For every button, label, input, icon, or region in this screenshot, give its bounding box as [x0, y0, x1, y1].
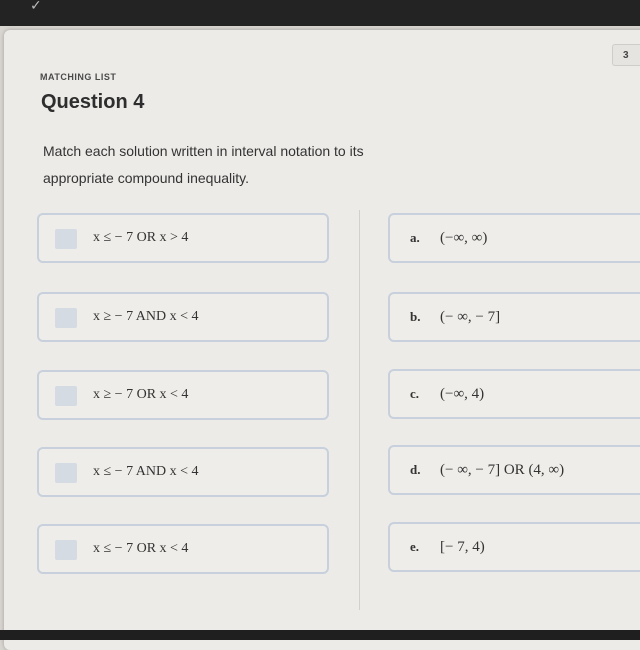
section-label: MATCHING LIST — [40, 72, 117, 82]
interval-text: (− ∞, − 7] OR (4, ∞) — [440, 462, 565, 478]
interval-text: (− ∞, − 7] — [440, 309, 501, 325]
matching-item-3[interactable] — [37, 370, 329, 420]
answer-slot-d[interactable] — [388, 445, 640, 495]
interval-text: (−∞, 4) — [440, 386, 485, 402]
answer-letter: e. — [410, 539, 420, 554]
inequality-text: x ≤ − 7 AND x < 4 — [93, 464, 199, 479]
matching-item-1[interactable] — [37, 213, 329, 263]
inequality-text: x ≥ − 7 OR x < 4 — [93, 387, 189, 402]
column-divider — [359, 210, 360, 610]
interval-text: [− 7, 4) — [440, 539, 485, 555]
inequality-text: x ≥ − 7 AND x < 4 — [93, 309, 199, 324]
screen-bottom-edge — [0, 630, 640, 640]
checkmark-icon: ✓ — [30, 0, 42, 13]
drag-handle-icon[interactable] — [55, 229, 77, 249]
interval-text: (−∞, ∞) — [440, 230, 488, 246]
page-number-badge[interactable]: 3 — [612, 44, 640, 66]
drag-handle-icon[interactable] — [55, 386, 77, 406]
answer-letter: b. — [410, 309, 421, 324]
inequality-text: x ≤ − 7 OR x > 4 — [93, 230, 189, 245]
matching-item-4[interactable] — [37, 447, 329, 497]
browser-top-bar — [0, 0, 640, 26]
drag-handle-icon[interactable] — [55, 308, 77, 328]
matching-item-2[interactable] — [37, 292, 329, 342]
drag-handle-icon[interactable] — [55, 463, 77, 483]
answer-slot-c[interactable] — [388, 369, 640, 419]
answer-letter: d. — [410, 462, 421, 477]
answer-slot-b[interactable] — [388, 292, 640, 342]
answer-letter: c. — [410, 386, 420, 401]
question-title: Question 4 — [41, 91, 145, 113]
answer-slot-a[interactable] — [388, 213, 640, 263]
answer-slot-e[interactable] — [388, 522, 640, 572]
answer-letter: a. — [410, 230, 420, 245]
drag-handle-icon[interactable] — [55, 540, 77, 560]
question-instructions: Match each solution written in interval notation to its appropriate compound inequality. — [43, 143, 364, 186]
inequality-text: x ≤ − 7 OR x < 4 — [93, 541, 189, 556]
matching-item-5[interactable] — [37, 524, 329, 574]
